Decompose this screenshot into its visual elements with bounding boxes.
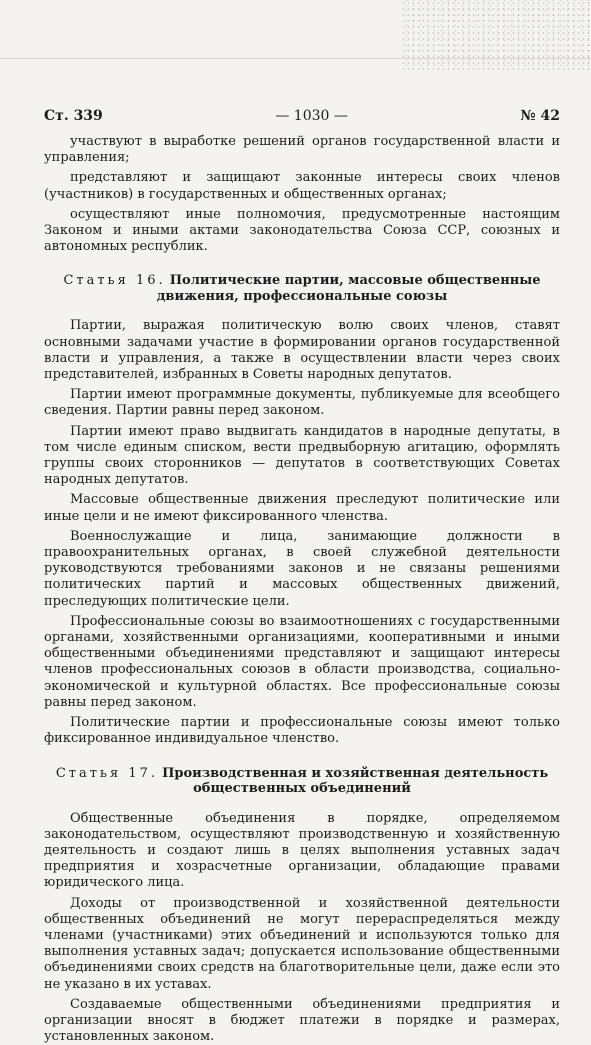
article-paragraph: Массовые общественные движения преследуют политические или иные цели и не имеют фиксированного членства. <box>44 492 560 524</box>
article-paragraph: Профессиональные союзы во взаимоотношениях с государственными органами, хозяйственными организациями, кооперативными и иными общественными объединениями представляют и защищают интересы членов профессиональных союзов в области производства, социально-экономической и культурной областях. Все профессиональные союзы равны перед законом. <box>44 614 560 711</box>
article-paragraph: Общественные объединения в порядке, определяемом законодательством, осуществляют производственную и хозяйственную деятельность и создают лишь в целях выполнения уставных задач предприятия и хозрасчетные организации, обладающие правами юридического лица. <box>44 811 560 892</box>
article-16-label: Статья 16. <box>63 273 165 288</box>
intro-paragraph: представляют и защищают законные интересы своих членов (участников) в государственных и общественных органах; <box>44 170 560 202</box>
article-16-title: Политические партии, массовые общественные движения, профессиональные союзы <box>157 273 541 304</box>
article-17-heading <box>44 766 560 797</box>
scan-edge-line <box>0 58 591 59</box>
scan-noise <box>401 0 591 70</box>
article-paragraph: Партии, выражая политическую волю своих членов, ставят основными задачами участие в формировании органов государственной власти и управления, а также в осуществлении власти через своих представителей, избранных в Советы народных депутатов. <box>44 318 560 383</box>
article-paragraph: Политические партии и профессиональные союзы имеют только фиксированное индивидуальное членство. <box>44 715 560 747</box>
article-paragraph: Партии имеют право выдвигать кандидатов в народные депутаты, в том числе единым списком, вести предвыборную агитацию, оформлять группы своих сторонников — депутатов в соответствующих Советах народных депутатов. <box>44 424 560 489</box>
header-issue-number: № 42 <box>520 108 560 124</box>
article-paragraph: Партии имеют программные документы, публикуемые для всеобщего сведения. Партии равны перед законом. <box>44 387 560 419</box>
article-17-label: Статья 17. <box>56 766 158 781</box>
page-header <box>44 108 560 124</box>
header-page-number: — 1030 — <box>275 108 348 124</box>
article-17-body <box>44 811 560 1045</box>
intro-paragraph: осуществляют иные полномочия, предусмотренные настоящим Законом и иными актами законодательства Союза ССР, союзных и автономных республик. <box>44 207 560 256</box>
article-paragraph: Создаваемые общественными объединениями предприятия и организации вносят в бюджет платежи в порядке и размерах, установленных законом. <box>44 997 560 1045</box>
article-16-heading <box>44 273 560 304</box>
article-paragraph: Военнослужащие и лица, занимающие должности в правоохранительных органах, в своей служебной деятельности руководствуются требованиями законов и не связаны решениями политических партий и массовых общественных движений, преследующих политические цели. <box>44 529 560 610</box>
intro-section <box>44 134 560 255</box>
header-article-number: Ст. 339 <box>44 108 103 124</box>
article-16-body <box>44 318 560 747</box>
article-paragraph: Доходы от производственной и хозяйственной деятельности общественных объединений не могут перераспределяться между членами (участниками) этих объединений и используются только для выполнения уставных задач; допускается использование общественными объединениями своих средств на благотворительные цели, даже если это не указано в их уставах. <box>44 896 560 993</box>
document-page <box>44 108 560 1045</box>
article-17-title: Производственная и хозяйственная деятельность общественных объединений <box>162 766 548 797</box>
intro-paragraph: участвуют в выработке решений органов государственной власти и управления; <box>44 134 560 166</box>
